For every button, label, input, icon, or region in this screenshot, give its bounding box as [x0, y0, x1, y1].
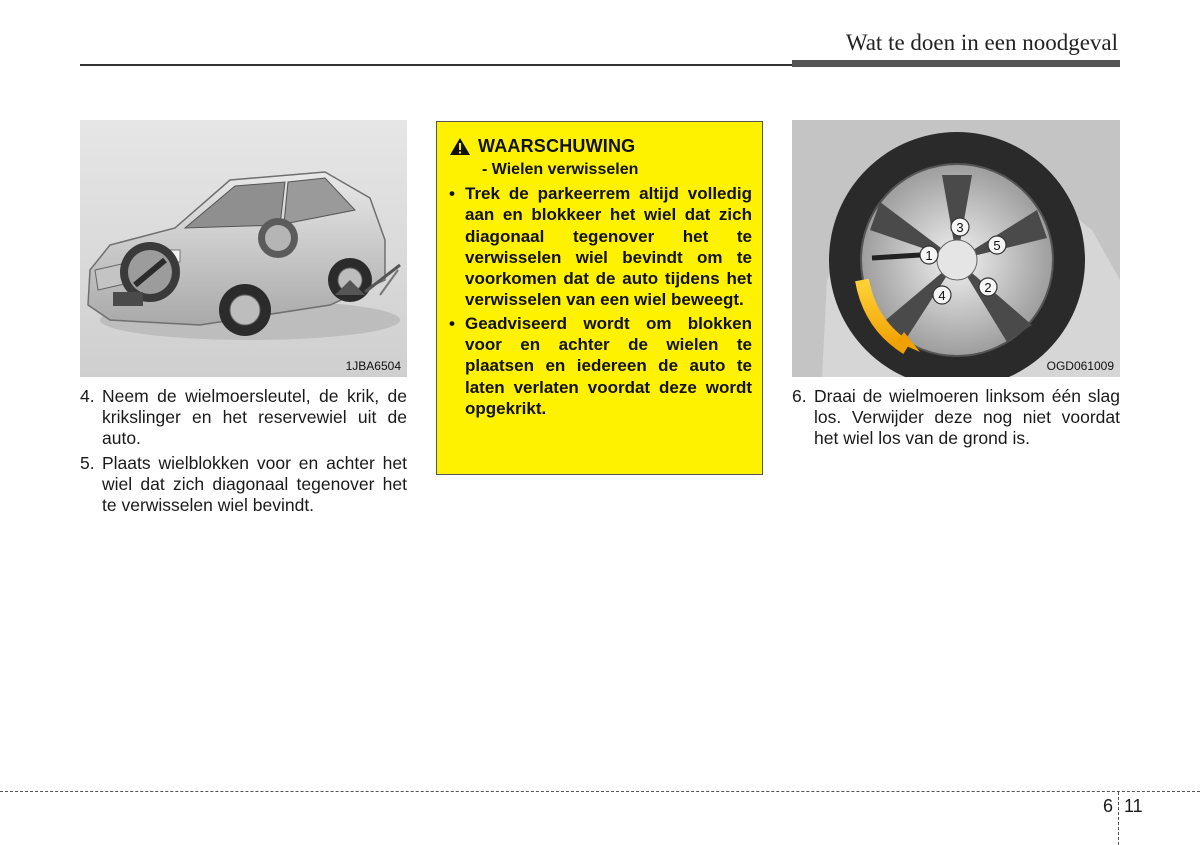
warning-subtitle: - Wielen verwisselen [482, 161, 639, 178]
lugnut-label-1: 1 [925, 248, 933, 263]
footer-page-separator [1118, 792, 1119, 845]
bullet-icon: • [449, 313, 455, 333]
warning-list [447, 183, 752, 421]
step-text: Draai de wielmoeren linksom één slag los. Verwijder deze nog niet voordat het wiel los van de grond is. [814, 386, 1120, 448]
warning-box [436, 121, 763, 475]
warning-item [447, 183, 752, 311]
car-illustration-graphic [80, 120, 407, 377]
warning-item-text: Geadviseerd wordt om blokken voor en achter de wielen te plaatsen en iedereen de auto te laten verlaten voordat deze wordt opgekrikt. [465, 313, 752, 418]
step-text: Neem de wielmoersleutel, de krik, de krikslinger en het reservewiel uit de auto. [102, 386, 407, 448]
warning-title: WAARSCHUWING [478, 136, 636, 156]
warning-item-text: Trek de parkeerrem altijd volledig aan en blokkeer het wiel dat zich diagonaal tegenover het te verwisselen wiel bevindt om te voorkomen dat de auto tijdens het verwisselen van een wiel beweegt. [465, 184, 752, 310]
left-steps-list [80, 386, 407, 520]
figure-code: OGD061009 [1046, 359, 1114, 373]
step-number: 4. [80, 386, 95, 406]
step-item [80, 386, 407, 449]
warning-item [447, 313, 752, 419]
step-text: Plaats wielblokken voor en achter het wiel dat zich diagonaal tegenover het te verwisselen wiel bevindt. [102, 453, 407, 515]
lugnut-label-3: 3 [956, 220, 964, 235]
figure-code: 1JBA6504 [345, 359, 401, 373]
footer-divider [0, 791, 1200, 792]
lugnut-label-2: 2 [984, 280, 992, 295]
step-item [792, 386, 1120, 449]
warning-triangle-icon [449, 137, 471, 156]
header-rule-accent [792, 60, 1120, 67]
lugnut-label-4: 4 [938, 288, 946, 303]
car-jack-illustration [80, 120, 407, 377]
page-header-title: Wat te doen in een noodgeval [845, 30, 1118, 55]
step-number: 6. [792, 386, 807, 406]
warning-header [449, 136, 635, 157]
right-steps-list [792, 386, 1120, 453]
page-number: 11 [1124, 796, 1143, 816]
header-rule [80, 64, 792, 66]
wheel-lugnut-illustration [792, 120, 1120, 377]
bullet-icon: • [449, 184, 455, 203]
lugnut-label-5: 5 [993, 238, 1001, 253]
step-number: 5. [80, 453, 95, 473]
step-item [80, 453, 407, 516]
wheel-illustration-graphic [792, 120, 1120, 377]
chapter-number: 6 [1103, 796, 1114, 816]
